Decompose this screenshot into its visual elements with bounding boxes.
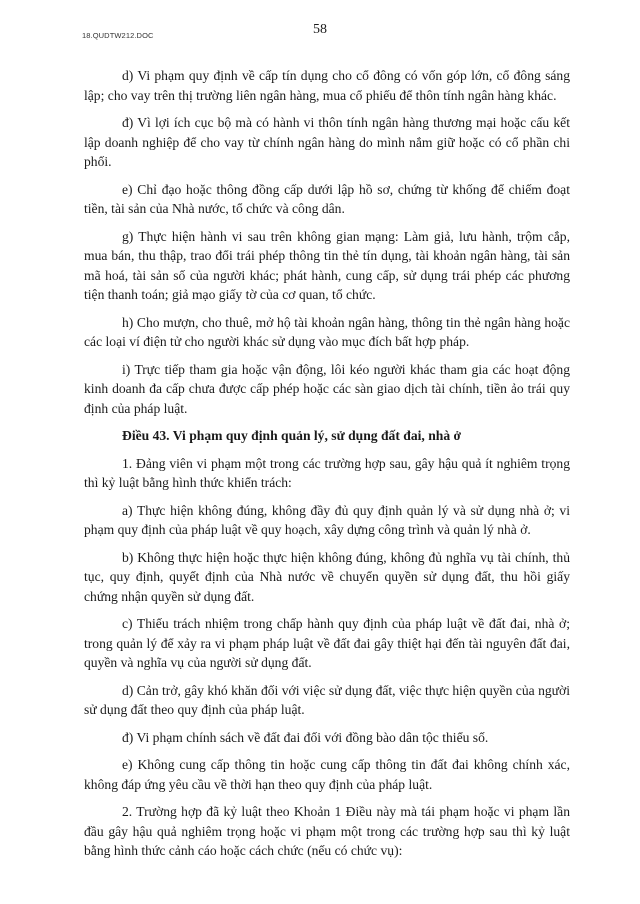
article-clause-1dd: đ) Vi phạm chính sách về đất đai đối với đồng bào dân tộc thiểu số. — [122, 729, 489, 745]
paragraph-d: d) Vi phạm quy định về cấp tín dụng cho cổ đông có vốn góp lớn, cổ đông sáng lập; cho vay trên thị trường liên ngân hàng, mua cổ phiếu để thôn tính ngân hàng khác. — [84, 68, 570, 103]
paragraph-g: g) Thực hiện hành vi sau trên không gian mạng: Làm giả, lưu hành, trộm cắp, mua bán, thu thập, trao đổi trái phép thông tin thẻ tín dụng, tài khoản ngân hàng, tài sản mã hoá, tài sản số của người khác; phát hành, cung cấp, sử dụng trái phép các phương tiện thanh toán; giả mạo giấy tờ của cơ quan, tổ chức. — [84, 228, 570, 302]
paragraph-e: e) Chỉ đạo hoặc thông đồng cấp dưới lập hồ sơ, chứng từ khống để chiếm đoạt tiền, tài sản của Nhà nước, tổ chức và công dân. — [84, 181, 570, 216]
article-clause-2: 2. Trường hợp đã kỷ luật theo Khoản 1 Điều này mà tái phạm hoặc vi phạm lần đầu gây hậu quả nghiêm trọng hoặc vi phạm một trong các trường hợp sau thì kỷ luật bằng hình thức cảnh cáo hoặc cách chức (nếu có chức vụ): — [84, 804, 570, 858]
article-clause-1a: a) Thực hiện không đúng, không đầy đủ quy định quản lý và sử dụng nhà ở; vi phạm quy định của pháp luật về quy hoạch, xây dựng công trình và quản lý nhà ở. — [84, 502, 570, 537]
document-code: 18.QUDTW212.DOC — [82, 31, 154, 40]
article-clause-1d: d) Cản trở, gây khó khăn đối với việc sử dụng đất, việc thực hiện quyền của người sử dụng đất theo quy định của pháp luật. — [84, 682, 570, 717]
paragraph-h: h) Cho mượn, cho thuê, mở hộ tài khoản ngân hàng, thông tin thẻ ngân hàng hoặc các loại ví điện tử cho người khác sử dụng vào mục đích bất hợp pháp. — [84, 314, 570, 349]
paragraph-i: i) Trực tiếp tham gia hoặc vận động, lôi kéo người khác tham gia các hoạt động kinh doanh đa cấp chưa được cấp phép hoặc các sàn giao dịch tài chính, tiền ảo trái quy định của pháp luật. — [84, 361, 570, 416]
article-clause-1e: e) Không cung cấp thông tin hoặc cung cấp thông tin đất đai không chính xác, không đáp ứng yêu cầu về thời hạn theo quy định của pháp luật. — [84, 757, 570, 792]
article-clause-1b: b) Không thực hiện hoặc thực hiện không đúng, không đủ nghĩa vụ tài chính, thủ tục, quy định, quyết định của Nhà nước về chuyển quyền sử dụng đất, thu hồi giấy chứng nhận quyền sử dụng đất. — [84, 549, 570, 604]
document-body — [84, 66, 570, 869]
article-clause-1: 1. Đảng viên vi phạm một trong các trường hợp sau, gây hậu quả ít nghiêm trọng thì kỷ luật bằng hình thức khiển trách: — [84, 455, 570, 490]
paragraph-dd: đ) Vì lợi ích cục bộ mà có hành vi thôn tính ngân hàng thương mại hoặc cấu kết lập doanh nghiệp để cho vay từ chính ngân hàng do mình nắm giữ hoặc có cổ phần chi phối. — [84, 115, 570, 169]
article-heading: Điều 43. Vi phạm quy định quản lý, sử dụng đất đai, nhà ở — [122, 428, 462, 443]
article-clause-1c: c) Thiếu trách nhiệm trong chấp hành quy định của pháp luật về đất đai, nhà ở; trong quản lý để xảy ra vi phạm pháp luật về đất đai gây thiệt hại đến tài nguyên đất đai, quyền và nghĩa vụ của người sử dụng đất. — [84, 616, 570, 670]
page-number: 58 — [313, 22, 327, 37]
